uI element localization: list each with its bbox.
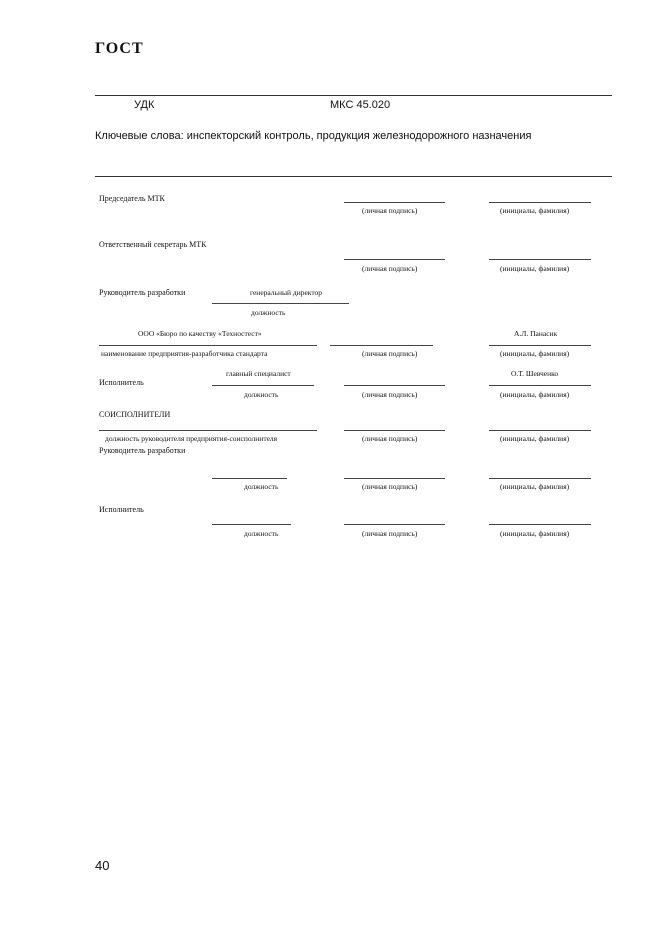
dev-head-initials-caption: (инициалы, фамилия) bbox=[500, 349, 570, 358]
coexec-executor-label: Исполнитель bbox=[99, 505, 144, 514]
coexec-dev-signature-line bbox=[344, 478, 445, 479]
executor-position-line bbox=[212, 385, 314, 386]
chairman-initials-line bbox=[489, 202, 591, 203]
coexec-exec-position-line bbox=[212, 524, 291, 525]
keywords-divider bbox=[95, 176, 612, 177]
coexec-dev-signature-caption: (личная подпись) bbox=[362, 482, 418, 491]
executor-initials-caption: (инициалы, фамилия) bbox=[500, 390, 570, 399]
header-divider bbox=[95, 95, 612, 96]
coexec-head-initials-line bbox=[489, 430, 591, 431]
chairman-signature-line bbox=[344, 202, 445, 203]
executor-position-caption: должность bbox=[244, 390, 279, 399]
org-name-caption: наименование предприятия-разработчика стандарта bbox=[101, 349, 268, 358]
secretary-signature-line bbox=[344, 259, 445, 260]
keywords-line: Ключевые слова: инспекторский контроль, продукция железнодорожного назначения bbox=[95, 130, 532, 142]
coexec-exec-signature-line bbox=[344, 524, 445, 525]
chairman-label: Председатель МТК bbox=[99, 194, 165, 203]
coexecutors-heading: СОИСПОЛНИТЕЛИ bbox=[99, 410, 171, 419]
secretary-label: Ответственный секретарь МТК bbox=[99, 240, 207, 249]
org-name-line bbox=[99, 345, 317, 346]
org-value: ООО «Бюро по качеству «Техностест» bbox=[138, 329, 262, 338]
executor-signature-line bbox=[344, 385, 445, 386]
dev-head-position-value: генеральный директор bbox=[250, 288, 323, 297]
udk-label: УДК bbox=[134, 99, 155, 111]
coexec-head-signature-line bbox=[344, 430, 445, 431]
dev-head-initials-line bbox=[489, 345, 591, 346]
executor-label: Исполнитель bbox=[99, 378, 144, 387]
dev-head-name-value: А.Л. Панасик bbox=[514, 329, 558, 338]
dev-head-position-caption: должность bbox=[251, 308, 286, 317]
executor-name-value: О.Т. Шевченко bbox=[511, 369, 559, 378]
dev-head-position-line bbox=[212, 303, 349, 304]
coexec-dev-initials-caption: (инициалы, фамилия) bbox=[500, 482, 570, 491]
coexec-exec-position-caption: должность bbox=[244, 529, 279, 538]
coexec-dev-position-line bbox=[212, 478, 287, 479]
executor-initials-line bbox=[489, 385, 591, 386]
secretary-initials-line bbox=[489, 259, 591, 260]
coexec-dev-initials-line bbox=[489, 478, 591, 479]
chairman-initials-caption: (инициалы, фамилия) bbox=[500, 206, 570, 215]
executor-position-value: главный специалист bbox=[226, 369, 291, 378]
page-number: 40 bbox=[95, 858, 110, 873]
coexec-head-signature-caption: (личная подпись) bbox=[362, 434, 418, 443]
coexec-dev-position-caption: должность bbox=[244, 482, 279, 491]
coexec-exec-initials-caption: (инициалы, фамилия) bbox=[500, 529, 570, 538]
chairman-signature-caption: (личная подпись) bbox=[362, 206, 418, 215]
executor-signature-caption: (личная подпись) bbox=[362, 390, 418, 399]
coexec-dev-head-label: Руководитель разработки bbox=[99, 446, 186, 455]
coexec-head-position-caption: должность руководителя предприятия-соисполнителя bbox=[105, 434, 278, 443]
secretary-signature-caption: (личная подпись) bbox=[362, 264, 418, 273]
coexec-exec-initials-line bbox=[489, 524, 591, 525]
secretary-initials-caption: (инициалы, фамилия) bbox=[500, 264, 570, 273]
coexec-exec-signature-caption: (личная подпись) bbox=[362, 529, 418, 538]
document-title: ГОСТ bbox=[95, 40, 144, 57]
dev-head-label: Руководитель разработки bbox=[99, 288, 186, 297]
coexec-head-position-line bbox=[99, 430, 317, 431]
dev-head-signature-line bbox=[330, 345, 433, 346]
dev-head-signature-caption: (личная подпись) bbox=[362, 349, 418, 358]
mks-code: МКС 45.020 bbox=[330, 99, 391, 111]
coexec-head-initials-caption: (инициалы, фамилия) bbox=[500, 434, 570, 443]
